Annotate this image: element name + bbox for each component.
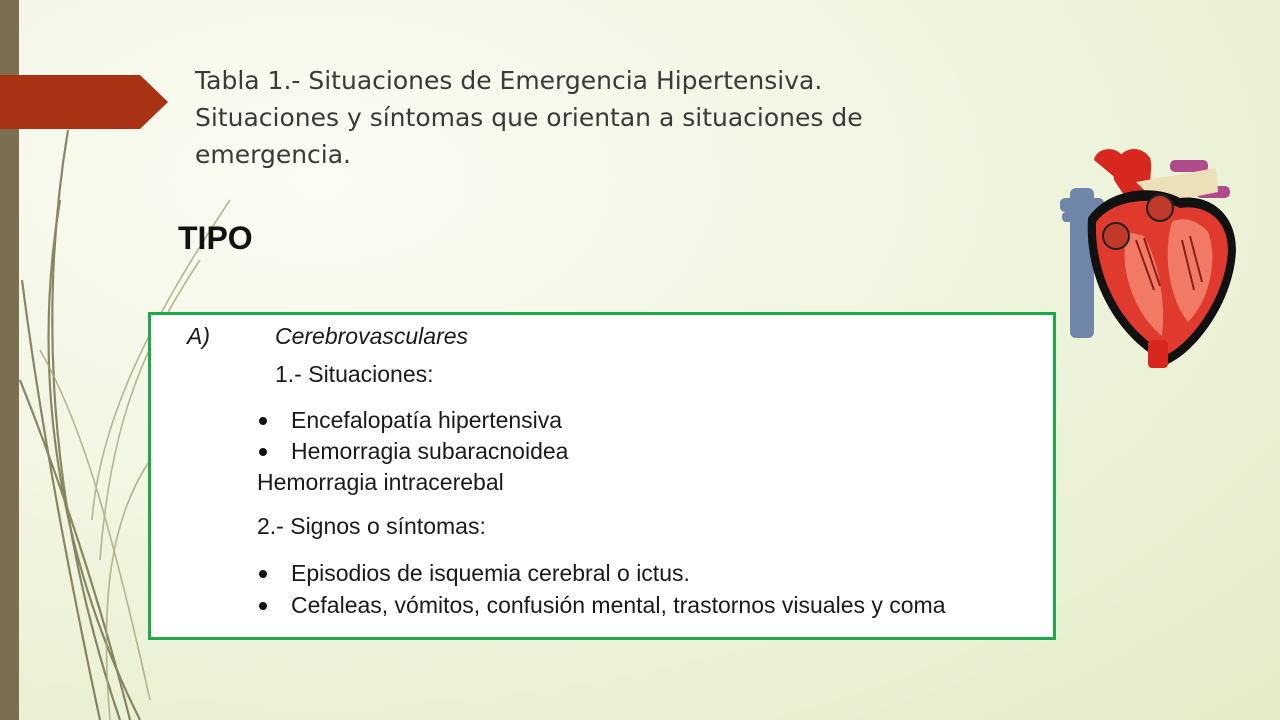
content-box — [148, 312, 1056, 640]
list-item: Cefaleas, vómitos, confusión mental, trastornos visuales y coma — [291, 592, 946, 618]
subsection-title: 1.- Situaciones: — [275, 361, 434, 387]
bullet-icon — [259, 448, 267, 456]
title-line: Situaciones y síntomas que orientan a situaciones de — [195, 103, 863, 132]
list-item: Hemorragia subaracnoidea — [291, 438, 569, 464]
section-title: Cerebrovasculares — [275, 323, 469, 349]
slide-title — [195, 62, 1035, 173]
list-item-plain: Hemorragia intracerebal — [257, 469, 504, 495]
section-letter: A) — [187, 323, 210, 349]
title-line: emergencia. — [195, 140, 352, 169]
bullet-icon — [259, 417, 267, 425]
list-item: Encefalopatía hipertensiva — [291, 407, 563, 433]
list-item: Episodios de isquemia cerebral o ictus. — [291, 560, 690, 586]
heart-illustration-icon — [1058, 140, 1243, 370]
subsection-title: 2.- Signos o síntomas: — [257, 513, 486, 539]
title-line: Tabla 1.- Situaciones de Emergencia Hipertensiva. — [195, 66, 823, 95]
section-heading: TIPO — [178, 220, 253, 256]
bullet-icon — [259, 570, 267, 578]
arrow-banner-icon — [0, 75, 168, 129]
bullet-icon — [259, 602, 267, 610]
